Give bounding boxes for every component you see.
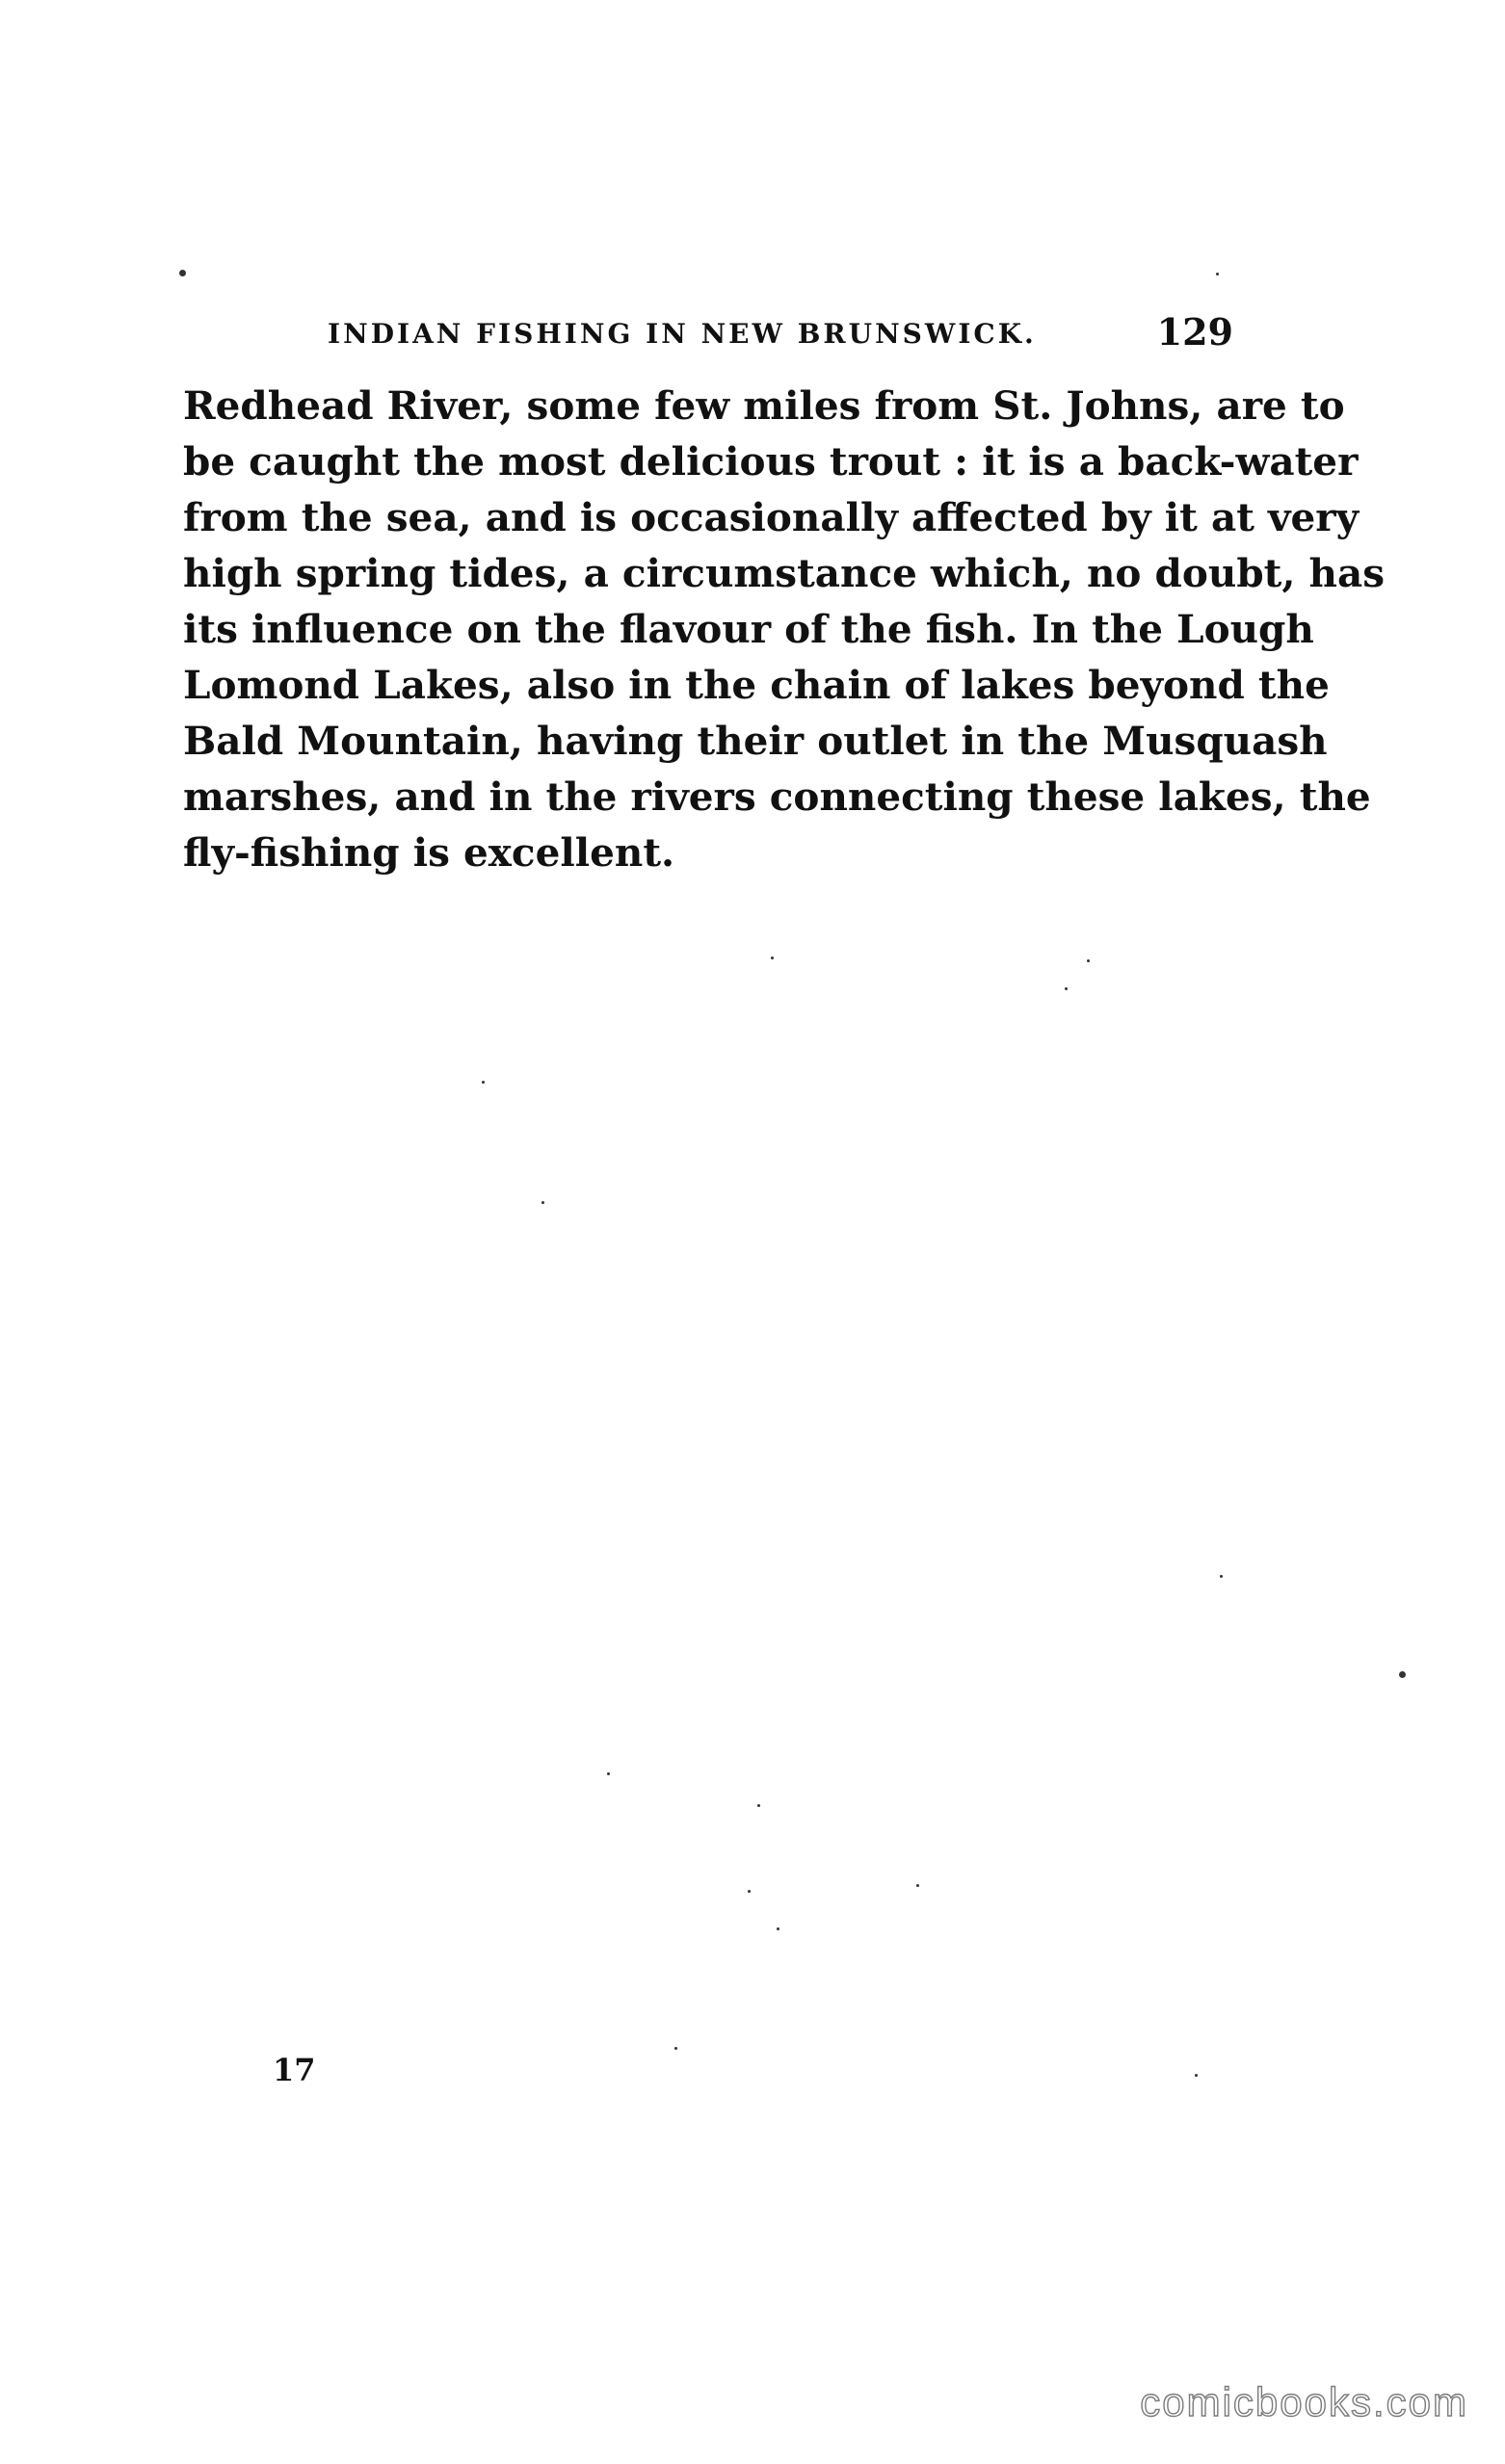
watermark-logo: comicbooks.com: [1140, 2379, 1468, 2425]
text-line: marshes, and in the rivers connecting these lakes, the: [183, 773, 1371, 820]
signature-mark: 17: [273, 2052, 316, 2088]
text-line: fly-fishing is excellent.: [183, 829, 675, 876]
scan-speck: [771, 957, 774, 959]
running-head: [183, 310, 1233, 358]
text-line: its influence on the flavour of the fish. In the Lough: [183, 606, 1314, 652]
running-title: INDIAN FISHING IN NEW BRUNSWICK.: [328, 318, 1037, 350]
scan-speck: [1195, 2074, 1198, 2077]
scan-speck: [179, 270, 186, 276]
text-line: Bald Mountain, having their outlet in the Musquash: [183, 718, 1328, 764]
scan-speck: [1065, 987, 1068, 990]
text-line: Lomond Lakes, also in the chain of lakes beyond the: [183, 662, 1330, 708]
scan-speck: [541, 1201, 544, 1204]
scan-speck: [1399, 1671, 1406, 1678]
scan-speck: [1087, 959, 1090, 962]
scan-speck: [757, 1804, 760, 1807]
text-line: high spring tides, a circumstance which, no doubt, has: [183, 550, 1386, 596]
scan-speck: [482, 1081, 485, 1084]
scan-speck: [1216, 273, 1219, 275]
scan-speck: [1220, 1575, 1223, 1578]
text-line: be caught the most delicious trout : it is a back-water: [183, 438, 1359, 485]
text-line: from the sea, and is occasionally affected by it at very: [183, 494, 1360, 540]
text-line: Redhead River, some few miles from St. Johns, are to: [183, 382, 1345, 429]
scan-speck: [674, 2047, 677, 2050]
body-paragraph: [183, 378, 1386, 880]
page-number: 129: [1156, 310, 1233, 354]
scan-speck: [607, 1772, 610, 1775]
scan-speck: [777, 1927, 779, 1930]
scan-speck: [916, 1884, 919, 1887]
scan-speck: [748, 1890, 751, 1893]
